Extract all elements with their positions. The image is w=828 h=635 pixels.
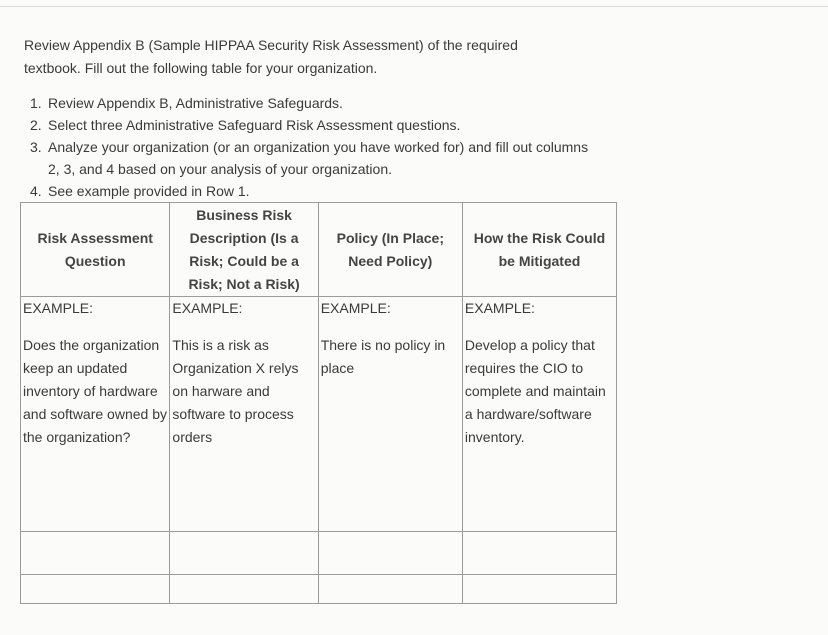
list-number: 1.: [30, 95, 42, 111]
empty-cell[interactable]: [170, 575, 318, 604]
list-number: 2.: [30, 117, 42, 133]
example-cell-risk: [170, 297, 318, 532]
example-label: EXAMPLE:: [172, 300, 243, 316]
list-number: 3.: [30, 139, 42, 155]
example-label: EXAMPLE:: [320, 300, 391, 316]
top-divider: [0, 6, 828, 7]
list-item: [30, 180, 590, 202]
table-row: [21, 532, 617, 575]
list-text: Select three Administrative Safeguard Risk Assessment questions.: [48, 117, 461, 133]
empty-cell[interactable]: [318, 575, 462, 604]
example-policy-text: There is no policy in place: [320, 337, 446, 376]
instruction-list: [30, 92, 590, 202]
empty-cell[interactable]: [462, 575, 616, 604]
header-mitigation: How the Risk Could be Mitigated: [462, 203, 616, 297]
table-header-row: [21, 203, 617, 297]
example-risk-text: This is a risk as Organization X relys on harware and software to process orders: [172, 337, 299, 445]
empty-cell[interactable]: [170, 532, 318, 575]
example-cell-question: [21, 297, 170, 532]
list-text: Review Appendix B, Administrative Safeguards.: [48, 95, 343, 111]
example-question-text: Does the organization keep an updated inventory of hardware and software owned by the organization?: [23, 337, 167, 445]
empty-cell[interactable]: [318, 532, 462, 575]
list-number: 4.: [30, 183, 42, 199]
empty-cell[interactable]: [21, 532, 170, 575]
list-item: [30, 92, 590, 114]
list-text: Analyze your organization (or an organization you have worked for) and fill out columns 2, 3, and 4 based on your analysis of your organization.: [48, 139, 589, 177]
table-row: [21, 575, 617, 604]
list-item: [30, 114, 590, 136]
example-cell-policy: [318, 297, 462, 532]
header-business-risk: Business Risk Description (Is a Risk; Could be a Risk; Not a Risk): [170, 203, 318, 297]
risk-assessment-table: [20, 202, 617, 604]
empty-cell[interactable]: [21, 575, 170, 604]
empty-cell[interactable]: [462, 532, 616, 575]
example-cell-mitigation: [462, 297, 616, 532]
list-item: [30, 136, 590, 180]
example-label: EXAMPLE:: [23, 300, 94, 316]
list-text: See example provided in Row 1.: [48, 183, 250, 199]
header-risk-question: Risk Assessment Question: [21, 203, 170, 297]
intro-line-2: textbook. Fill out the following table for your organization.: [24, 60, 378, 76]
intro-paragraph: [24, 34, 584, 80]
example-label: EXAMPLE:: [464, 300, 535, 316]
header-policy: Policy (In Place; Need Policy): [318, 203, 462, 297]
example-mitigation-text: Develop a policy that requires the CIO to complete and maintain a hardware/software inventory.: [464, 337, 606, 445]
intro-line-1: Review Appendix B (Sample HIPPAA Security Risk Assessment) of the required: [24, 37, 518, 53]
table-row: [21, 297, 617, 532]
